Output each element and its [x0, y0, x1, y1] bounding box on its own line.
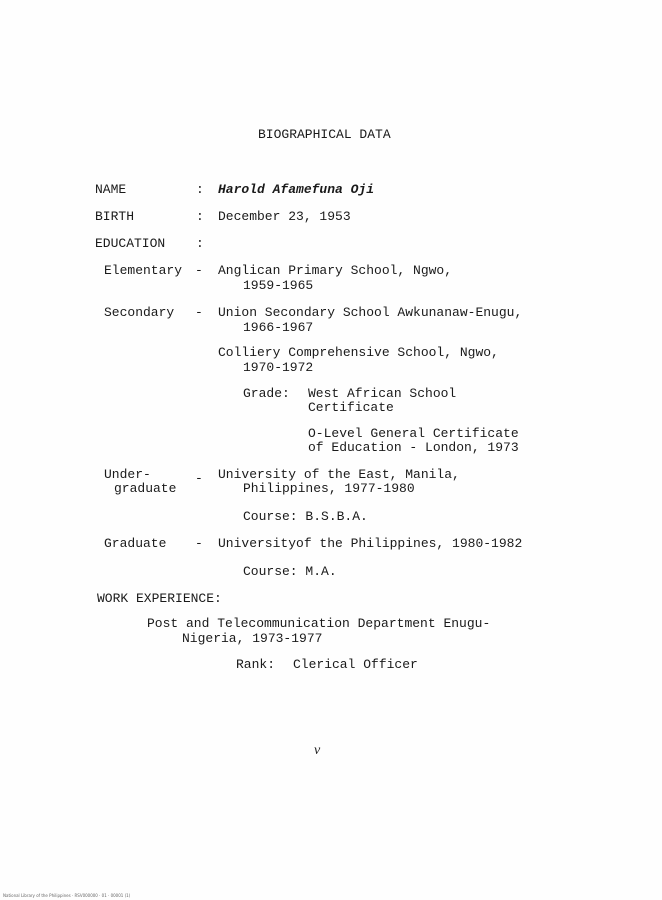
graduate-school: Universityof the Philippines, 1980-1982: [218, 536, 523, 551]
secondary-school-1: Union Secondary School Awkunanaw-Enugu,: [218, 305, 523, 320]
undergraduate-course: Course: B.S.B.A.: [243, 509, 368, 524]
name-label: NAME: [95, 182, 127, 197]
grade-1-line-1: West African School: [308, 386, 457, 401]
undergraduate-location-years: Philippines, 1977-1980: [243, 481, 415, 496]
rank-value: Clerical Officer: [293, 657, 418, 672]
birth-colon: :: [196, 209, 204, 224]
work-experience-heading: WORK EXPERIENCE:: [97, 591, 222, 606]
education-label: EDUCATION: [95, 236, 166, 251]
page-number: v: [314, 743, 321, 758]
birth-value: December 23, 1953: [218, 209, 351, 224]
name-value: Harold Afamefuna Oji: [218, 182, 375, 197]
secondary-dash: -: [195, 305, 203, 320]
elementary-dash: -: [195, 263, 203, 278]
work-line-2: Nigeria, 1973-1977: [182, 631, 323, 646]
undergraduate-label-line-1: Under-: [104, 467, 151, 482]
grade-2-line-1: O-Level General Certificate: [308, 426, 519, 441]
education-colon: :: [196, 236, 204, 251]
grade-label: Grade:: [243, 386, 290, 401]
undergraduate-dash: -: [195, 471, 203, 486]
name-colon: :: [196, 182, 204, 197]
page-title: BIOGRAPHICAL DATA: [258, 127, 391, 142]
secondary-label: Secondary: [104, 305, 175, 320]
work-line-1: Post and Telecommunication Department Enugu-: [147, 616, 491, 631]
secondary-school-2: Colliery Comprehensive School, Ngwo,: [218, 345, 499, 360]
graduate-course: Course: M.A.: [243, 564, 337, 579]
graduate-label: Graduate: [104, 536, 167, 551]
undergraduate-school: University of the East, Manila,: [218, 467, 460, 482]
birth-label: BIRTH: [95, 209, 135, 224]
elementary-school: Anglican Primary School, Ngwo,: [218, 263, 453, 278]
secondary-years-2: 1970-1972: [243, 360, 314, 375]
elementary-years: 1959-1965: [243, 278, 314, 293]
rank-label: Rank:: [236, 657, 276, 672]
undergraduate-label-line-2: graduate: [114, 481, 177, 496]
grade-2-line-2: of Education - London, 1973: [308, 440, 519, 455]
grade-1-line-2: Certificate: [308, 400, 394, 415]
graduate-dash: -: [195, 536, 203, 551]
secondary-years-1: 1966-1967: [243, 320, 314, 335]
scan-footer: National Library of the Philippines · RSV000000 · 01 · 00001 (1): [3, 893, 131, 898]
elementary-label: Elementary: [104, 263, 183, 278]
